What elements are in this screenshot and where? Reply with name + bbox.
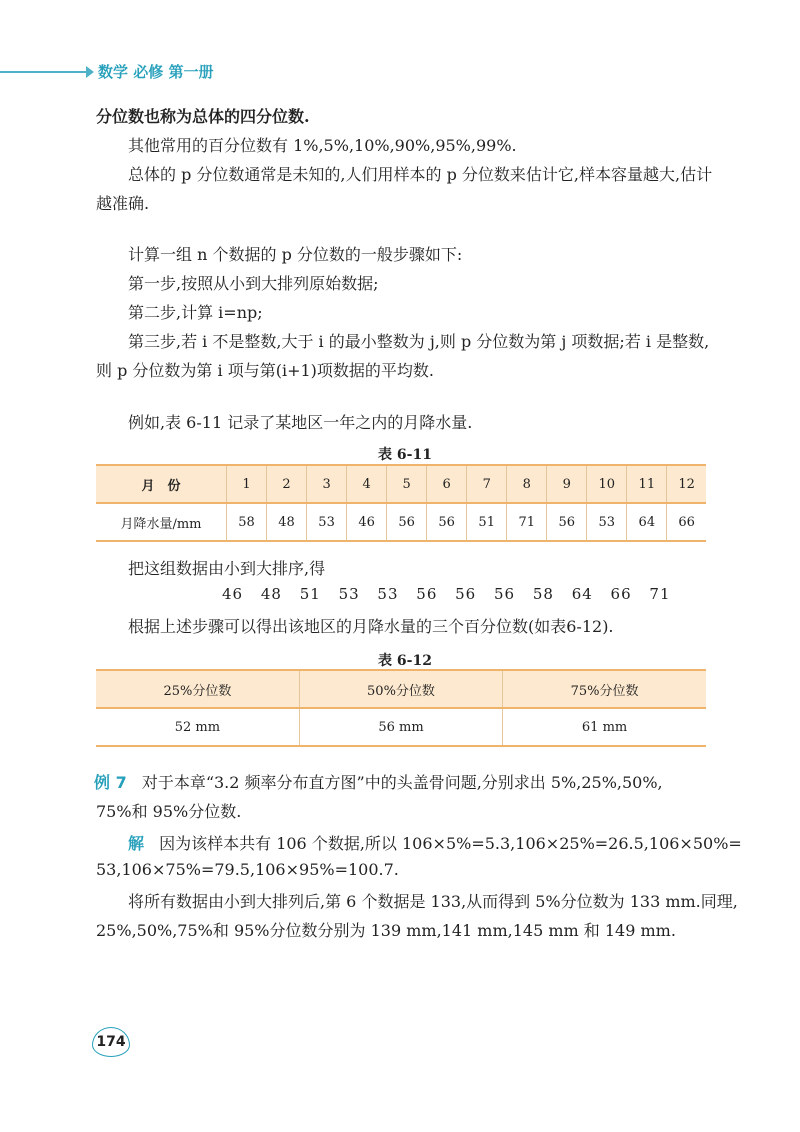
step-2: 第二步,计算 i=np; — [128, 303, 263, 322]
step-3: 第三步,若 i 不是整数,大于 i 的最小整数为 j,则 p 分位数为第 j 项数据;若 i 是整数, — [128, 332, 710, 351]
step-3-cont: 则 p 分位数为第 i 项与第(i+1)项数据的平均数. — [96, 361, 434, 380]
table-cell: 61 mm — [503, 708, 706, 746]
header-rule — [0, 71, 92, 73]
example7-label: 例 7 — [94, 773, 127, 792]
para-line: 总体的 p 分位数通常是未知的,人们用样本的 p 分位数来估计它,样本容量越大,估计 — [128, 165, 713, 184]
table-cell: 58 — [227, 503, 267, 541]
example-intro: 例如,表 6-11 记录了某地区一年之内的月降水量. — [128, 413, 473, 432]
table-row — [96, 503, 706, 541]
table2-intro: 根据上述步骤可以得出该地区的月降水量的三个百分位数(如表6-12). — [128, 617, 614, 636]
table-cell: 53 — [587, 503, 627, 541]
table-cell: 56 — [547, 503, 587, 541]
table-header-cell: 50%分位数 — [299, 670, 502, 708]
sorted-data: 46 48 51 53 53 56 56 56 58 64 66 71 — [222, 585, 671, 603]
table-cell: 1 — [227, 465, 267, 503]
solution-cont: 53,106×75%=79.5,106×95%=100.7. — [96, 860, 399, 879]
table-cell: 52 mm — [96, 708, 299, 746]
table2-caption: 表 6-12 — [378, 653, 432, 669]
table-cell: 5 — [387, 465, 427, 503]
solution-line — [128, 831, 742, 854]
table-cell: 12 — [667, 465, 706, 503]
table-cell: 8 — [507, 465, 547, 503]
solution-label: 解 — [128, 834, 145, 853]
table-cell: 7 — [467, 465, 507, 503]
para-line: 分位数也称为总体的四分位数. — [96, 107, 310, 126]
table-cell: 71 — [507, 503, 547, 541]
table-cell: 66 — [667, 503, 706, 541]
step-1: 第一步,按照从小到大排列原始数据; — [128, 274, 379, 293]
para-line: 其他常用的百分位数有 1%,5%,10%,90%,95%,99%. — [128, 136, 517, 155]
table-cell: 53 — [307, 503, 347, 541]
table-row — [96, 465, 706, 503]
header-arrow-icon — [86, 66, 94, 78]
table-header-cell: 月 份 — [96, 465, 227, 503]
page-number: 174 — [92, 1027, 130, 1057]
example7-line — [94, 770, 663, 793]
rainfall-table — [96, 464, 706, 542]
table-cell: 10 — [587, 465, 627, 503]
table-cell: 3 — [307, 465, 347, 503]
table-cell: 56 — [387, 503, 427, 541]
table-row — [96, 670, 706, 708]
table-header-cell: 月降水量/mm — [96, 503, 227, 541]
table-cell: 56 mm — [299, 708, 502, 746]
table-cell: 64 — [627, 503, 667, 541]
steps-intro: 计算一组 n 个数据的 p 分位数的一般步骤如下: — [128, 245, 463, 264]
table-cell: 46 — [347, 503, 387, 541]
solution-text: 因为该样本共有 106 个数据,所以 106×5%=5.3,106×25%=26.5,106×50%= — [159, 834, 742, 853]
page-header-title: 数学 必修 第一册 — [98, 63, 214, 81]
table-cell: 11 — [627, 465, 667, 503]
percentile-table — [96, 669, 706, 747]
table-cell: 56 — [427, 503, 467, 541]
example7-cont: 75%和 95%分位数. — [96, 802, 242, 821]
example7-text: 对于本章“3.2 频率分布直方图”中的头盖骨问题,分别求出 5%,25%,50%, — [141, 773, 663, 792]
solution-cont: 25%,50%,75%和 95%分位数分别为 139 mm,141 mm,145 mm 和 149 mm. — [96, 921, 676, 940]
sort-text: 把这组数据由小到大排序,得 — [128, 559, 326, 578]
table-cell: 4 — [347, 465, 387, 503]
table-header-cell: 75%分位数 — [503, 670, 706, 708]
solution-cont: 将所有数据由小到大排列后,第 6 个数据是 133,从而得到 5%分位数为 133 mm.同理, — [128, 892, 738, 911]
table-header-cell: 25%分位数 — [96, 670, 299, 708]
table-cell: 6 — [427, 465, 467, 503]
table1-caption: 表 6-11 — [378, 447, 432, 463]
table-cell: 48 — [267, 503, 307, 541]
para-line: 越准确. — [96, 194, 150, 213]
table-cell: 9 — [547, 465, 587, 503]
table-cell: 2 — [267, 465, 307, 503]
table-cell: 51 — [467, 503, 507, 541]
table-row — [96, 708, 706, 746]
